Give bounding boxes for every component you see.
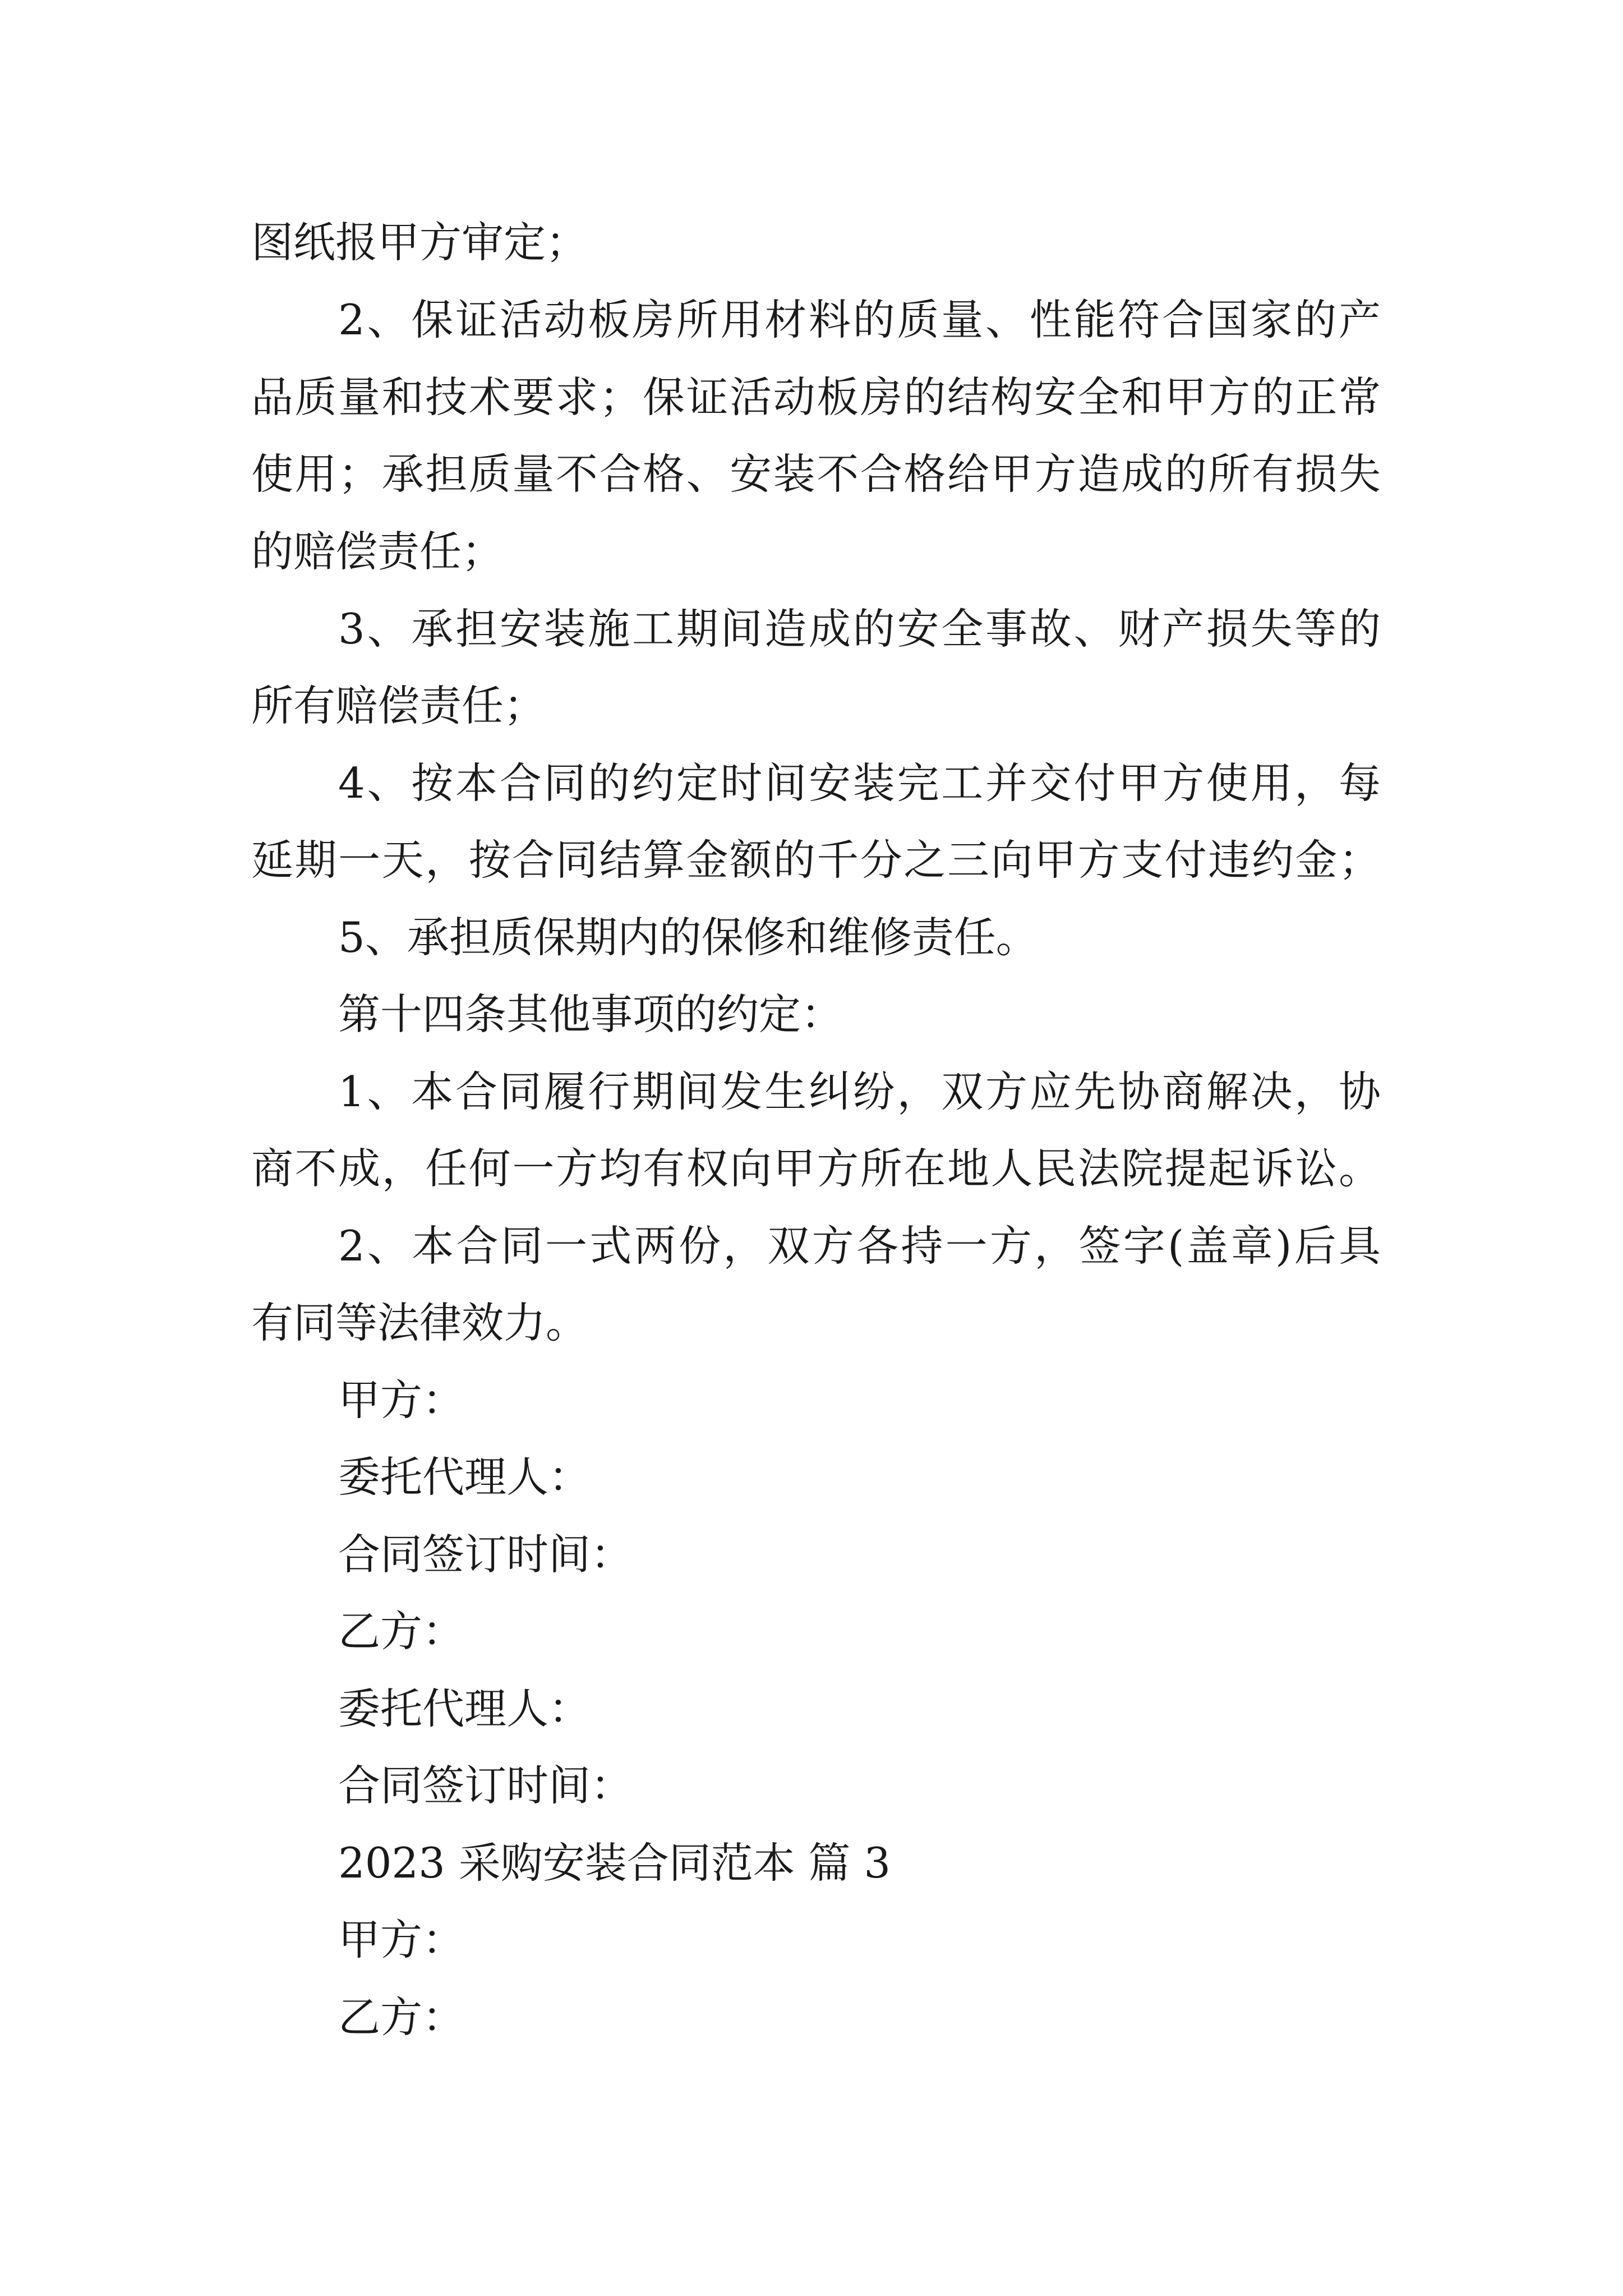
paragraph-line: 2、保证活动板房所用材料的质量、性能符合国家的产 xyxy=(338,295,1381,344)
document-section-title: 2023 采购安装合同范本 篇 3 xyxy=(338,1838,891,1888)
paragraph-line: 所有赔偿责任； xyxy=(251,681,546,730)
paragraph-line: 2、本合同一式两份，双方各持一方，签字(盖章)后具 xyxy=(338,1221,1381,1271)
paragraph-line: 图纸报甲方审定； xyxy=(251,218,588,267)
paragraph-line: 4、按本合同的约定时间安装完工并交付甲方使用，每 xyxy=(338,758,1381,808)
paragraph-line: 的赔偿责任； xyxy=(251,527,504,576)
signature-field-date: 合同签订时间： xyxy=(338,1530,633,1579)
signature-field-agent: 委托代理人： xyxy=(338,1452,591,1502)
paragraph-line: 3、承担安装施工期间造成的安全事故、财产损失等的 xyxy=(338,604,1381,654)
party-a-field: 甲方： xyxy=(338,1915,465,1964)
party-b-field: 乙方： xyxy=(338,1993,465,2042)
paragraph-line: 有同等法律效力。 xyxy=(251,1298,588,1347)
paragraph-line: 使用；承担质量不合格、安装不合格给甲方造成的所有损失 xyxy=(251,449,1381,499)
signature-field-agent: 委托代理人： xyxy=(338,1684,591,1733)
paragraph-line: 延期一天，按合同结算金额的千分之三向甲方支付违约金； xyxy=(251,835,1381,885)
paragraph-line: 5、承担质保期内的保修和维修责任。 xyxy=(338,913,1038,962)
section-heading: 第十四条其他事项的约定： xyxy=(338,990,843,1039)
paragraph-line: 商不成，任何一方均有权向甲方所在地人民法院提起诉讼。 xyxy=(251,1144,1381,1193)
signature-field-party-a: 甲方： xyxy=(338,1375,465,1425)
paragraph-line: 品质量和技术要求；保证活动板房的结构安全和甲方的正常 xyxy=(251,372,1381,422)
signature-field-date: 合同签订时间： xyxy=(338,1761,633,1810)
paragraph-line: 1、本合同履行期间发生纠纷，双方应先协商解决，协 xyxy=(338,1067,1381,1116)
signature-field-party-b: 乙方： xyxy=(338,1607,465,1656)
